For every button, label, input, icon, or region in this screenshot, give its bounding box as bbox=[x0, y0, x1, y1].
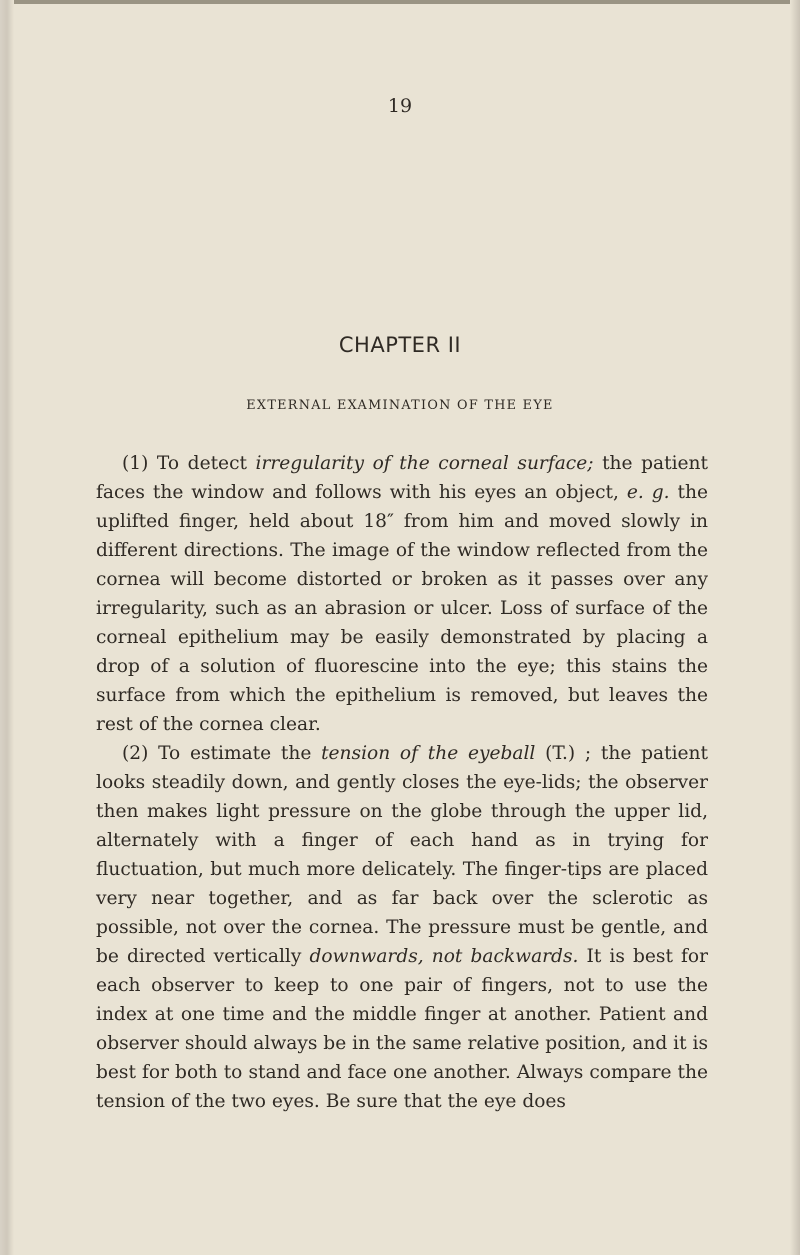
paragraph-2 bbox=[96, 739, 708, 1116]
chapter-title: CHAPTER II bbox=[338, 333, 462, 357]
paragraph-2-emphasis-2: downwards, not backwards. bbox=[309, 946, 579, 967]
paragraph-1-text-c: the uplifted finger, held about 18″ from him and moved slowly in different directions. The image of the window reflected from the cornea will become distorted or broken as it passes over any irregularity, such as an abrasion or ulcer. Loss of surface of the corneal epithelium may be easily demonstrated by placing a drop of a solution of fluorescine into the eye; this stains the surface from which the epithelium is removed, but leaves the rest of the cornea clear. bbox=[96, 482, 708, 735]
page-left-edge bbox=[0, 0, 14, 1255]
chapter-subtitle: EXTERNAL EXAMINATION OF THE EYE bbox=[246, 398, 554, 413]
paragraph-2-text-c: It is best for each observer to keep to one pair of fingers, not to use the index at one time and the middle finger at another. Patient and observer should always be in the same relative position, and it is best for both to stand and face one another. Always compare the tension of the two eyes. Be sure that the eye does bbox=[96, 946, 708, 1112]
paragraph-1-text-a: (1) To detect bbox=[122, 453, 256, 474]
paragraph-1 bbox=[96, 449, 708, 739]
paragraph-2-emphasis-1: tension of the eyeball bbox=[321, 743, 536, 764]
page-number: 19 bbox=[387, 95, 413, 117]
page-right-edge bbox=[790, 0, 800, 1255]
paragraph-1-text-b: the patient faces the window and follows with his eyes an object, bbox=[96, 453, 708, 503]
body-text bbox=[96, 449, 708, 1116]
paragraph-2-text-a: (2) To estimate the bbox=[122, 743, 322, 764]
paragraph-2-text-b: (T.) ; the patient looks steadily down, and gently closes the eye-lids; the observer then makes light pressure on the globe through the upper lid, alternately with a finger of each hand as in trying for fluctuation, but much more delicately. The finger-tips are placed very near together, and as far back over the sclerotic as possible, not over the cornea. The pressure must be gentle, and be directed vertically bbox=[96, 743, 708, 967]
page-top-edge bbox=[0, 0, 800, 4]
paragraph-1-emphasis-2: e. g. bbox=[626, 482, 670, 503]
paragraph-1-emphasis-1: irregularity of the corneal surface; bbox=[255, 453, 594, 474]
